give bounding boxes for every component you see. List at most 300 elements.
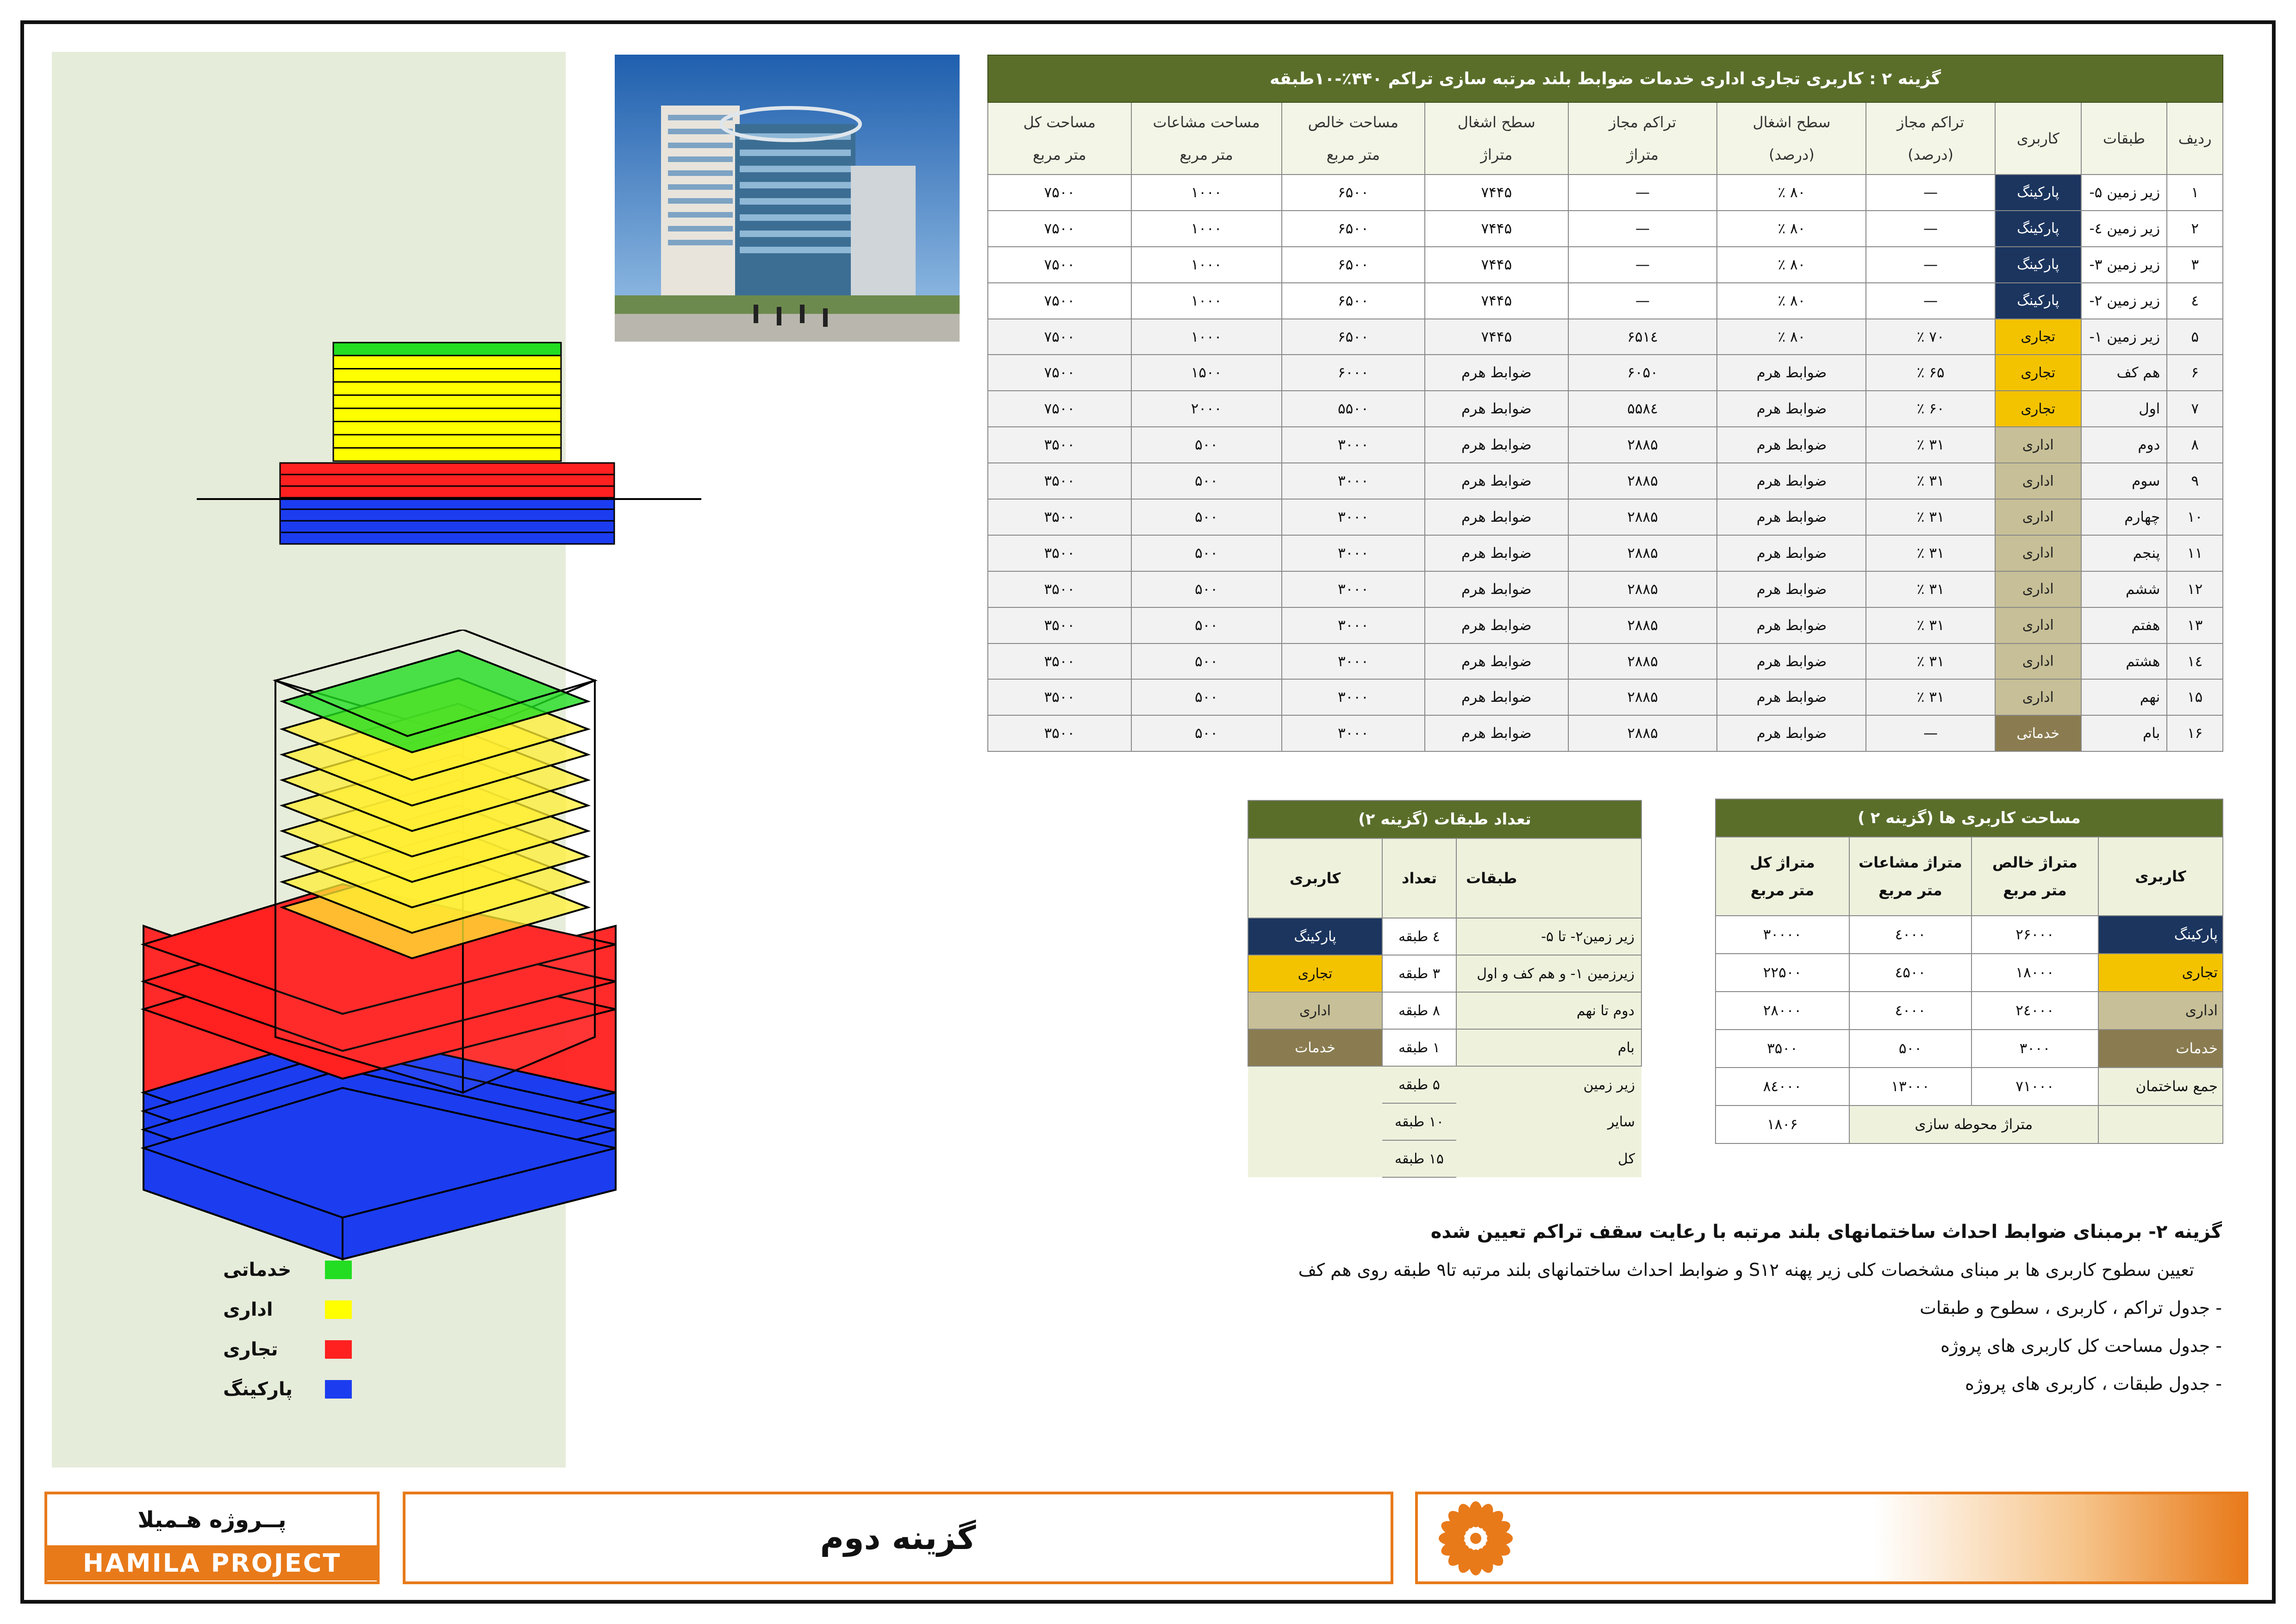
- table-cell: [1248, 1066, 1382, 1103]
- table-cell: اداری: [1995, 679, 2081, 715]
- table-cell: ۱۵۰۰: [1131, 355, 1282, 391]
- table-cell: ۳۵۰۰: [988, 571, 1131, 607]
- table-cell: خدمات: [2098, 1030, 2223, 1068]
- table-cell: ۳۱ ٪: [1866, 535, 1995, 571]
- table-cell: ۵: [2167, 319, 2223, 355]
- table-cell: ۱۵: [2167, 679, 2223, 715]
- table-cell: تجاری: [1995, 319, 2081, 355]
- header-line: متراژ مشاعات: [1859, 854, 1962, 871]
- table-cell: ۱۸۰۰۰: [1972, 954, 2098, 992]
- legend-swatch: [325, 1261, 352, 1279]
- table-row: [1248, 1029, 1641, 1066]
- table-cell: ۷۵۰۰: [988, 319, 1131, 355]
- table-cell: سایر: [1456, 1103, 1641, 1140]
- table-cell: ۷۴۴۵: [1425, 211, 1568, 247]
- table-cell: زیر زمین ۲-: [2081, 283, 2167, 319]
- table-cell: ۸۰ ٪: [1717, 247, 1866, 283]
- header-unit: متر مربع: [1878, 881, 1942, 899]
- table-cell: جمع ساختمان: [2098, 1068, 2223, 1106]
- table-cell: ۶۵۰۰: [1282, 211, 1425, 247]
- table-cell: ۳۵۰۰: [988, 427, 1131, 463]
- section-office-floor: [333, 435, 561, 448]
- table-cell: هشتم: [2081, 643, 2167, 680]
- table-cell: ضوابط هرم: [1425, 355, 1568, 391]
- table-cell: ۲۰۰۰: [1131, 391, 1282, 427]
- table-cell: پارکینگ: [2098, 916, 2223, 954]
- company-logo-box: [1415, 1492, 2248, 1584]
- description-bullet: - جدول طبقات ، کاربری های پروژه: [1965, 1374, 2222, 1394]
- table-cell: ۱۰: [2167, 499, 2223, 535]
- table-cell: ۲۸۸۵: [1568, 427, 1717, 463]
- table-row: [1248, 1103, 1641, 1140]
- table-cell: ۷۴۴۵: [1425, 175, 1568, 211]
- table-cell: پارکینگ: [1248, 918, 1382, 955]
- table-cell: ۷۵۰۰: [988, 355, 1131, 391]
- table-cell: ۵۰۰: [1131, 463, 1282, 499]
- table-cell: ۳۵۰۰: [988, 463, 1131, 499]
- table-row: [1716, 1106, 2223, 1143]
- table-cell: ۱۱: [2167, 535, 2223, 571]
- description-block: [1111, 1213, 2222, 1403]
- project-logo-box: [44, 1492, 380, 1584]
- table-cell: ۳۵۰۰: [988, 607, 1131, 643]
- table-cell: ۳۱ ٪: [1866, 679, 1995, 715]
- header-unit: متر مربع: [2003, 881, 2067, 899]
- table-cell: ۷۴۴۵: [1425, 319, 1568, 355]
- description-bullet: - جدول تراکم ، کاربری ، سطوح و طبقات: [1920, 1298, 2222, 1318]
- table-cell: هم کف: [2081, 355, 2167, 391]
- section-parking-floor: [280, 521, 614, 532]
- header-line: طبقات: [2103, 130, 2146, 147]
- legend-label: تجاری: [223, 1339, 278, 1360]
- table-cell: زیر زمین ۱-: [2081, 319, 2167, 355]
- table-cell: ضوابط هرم: [1425, 679, 1568, 715]
- table-cell: —: [1568, 211, 1717, 247]
- section-office-floor: [333, 408, 561, 422]
- header-line: متراژ کل: [1750, 854, 1815, 871]
- table-cell: ۱۰۰۰: [1131, 283, 1282, 319]
- table-cell: ۱۶: [2167, 715, 2223, 751]
- table-cell: تجاری: [2098, 954, 2223, 992]
- table-cell: ضوابط هرم: [1425, 427, 1568, 463]
- table-row: [1248, 1140, 1641, 1177]
- table-cell: ضوابط هرم: [1717, 643, 1866, 680]
- table-cell: ضوابط هرم: [1717, 355, 1866, 391]
- table-cell: ضوابط هرم: [1425, 715, 1568, 751]
- table-cell: ۷۵۰۰: [988, 391, 1131, 427]
- main-col-header: [1568, 102, 1717, 175]
- table-cell: ۵۰۰: [1131, 571, 1282, 607]
- table-cell: ۸۰ ٪: [1717, 175, 1866, 211]
- table-cell: ۳۵۰۰: [988, 535, 1131, 571]
- table-cell: دوم: [2081, 427, 2167, 463]
- table-row: [988, 427, 2223, 463]
- table-cell: ۳۰۰۰: [1972, 1030, 2098, 1068]
- table-cell: ۷: [2167, 391, 2223, 427]
- table-cell: ۳۰۰۰۰: [1716, 916, 1849, 954]
- table-cell: ۵۰۰: [1131, 643, 1282, 680]
- table-cell: ۵۵۰۰: [1282, 391, 1425, 427]
- table-cell: ۵۰۰: [1131, 535, 1282, 571]
- table-cell: ۱۳۰۰۰: [1849, 1068, 1972, 1106]
- table-cell: تجاری: [1995, 391, 2081, 427]
- table-cell: ضوابط هرم: [1425, 535, 1568, 571]
- table-cell: ۳۵۰۰: [988, 643, 1131, 680]
- header-line: مساحت مشاعات: [1153, 113, 1260, 131]
- table-cell: ۵۰۰: [1131, 679, 1282, 715]
- header-line: کاربری: [2016, 130, 2059, 147]
- main-col-header: [1866, 102, 1995, 175]
- table-cell: ۸٤۰۰۰: [1716, 1068, 1849, 1106]
- table-cell: زیر زمین: [1456, 1066, 1641, 1103]
- table-row: [1248, 918, 1641, 955]
- table-cell: ٤۵۰۰: [1849, 954, 1972, 992]
- table-cell: ضوابط هرم: [1717, 535, 1866, 571]
- table-cell: پارکینگ: [1995, 175, 2081, 211]
- table-cell: ۶۵۱٤: [1568, 319, 1717, 355]
- legend-swatch: [325, 1300, 352, 1319]
- table-cell: —: [1866, 283, 1995, 319]
- table-cell: کل: [1456, 1140, 1641, 1177]
- table-cell: ۹: [2167, 463, 2223, 499]
- floor-count-table: [1248, 800, 1642, 1178]
- table-row: [1716, 1030, 2223, 1068]
- table-cell: ضوابط هرم: [1425, 643, 1568, 680]
- header-line: مساحت خالص: [1308, 113, 1398, 131]
- table-cell: ۷۵۰۰: [988, 211, 1131, 247]
- main-col-header: [1995, 102, 2081, 175]
- table-row: [1248, 992, 1641, 1029]
- table-cell: بام: [1456, 1029, 1641, 1066]
- table-cell: ۷۴۴۵: [1425, 283, 1568, 319]
- header-line: سطح اشغال: [1753, 113, 1831, 131]
- table-cell: ۲۶۰۰۰: [1972, 916, 2098, 954]
- table-row: [988, 319, 2223, 355]
- table-cell: ۳۱ ٪: [1866, 571, 1995, 607]
- table-row: [988, 463, 2223, 499]
- table-cell: ۷۴۴۵: [1425, 247, 1568, 283]
- table-cell: ۲٤۰۰۰: [1972, 992, 2098, 1030]
- table-cell: ۳۰۰۰: [1282, 427, 1425, 463]
- table-cell: ۱ طبقه: [1382, 1029, 1456, 1066]
- table-cell: زیر زمین ۳-: [2081, 247, 2167, 283]
- table-cell: ۲۸۸۵: [1568, 463, 1717, 499]
- table-cell: زیر زمین ٤-: [2081, 211, 2167, 247]
- table-cell: —: [1866, 211, 1995, 247]
- table-cell: ضوابط هرم: [1425, 463, 1568, 499]
- header-unit: متر مربع: [1033, 146, 1086, 163]
- table-row: [1716, 992, 2223, 1030]
- table-cell: ۱۵ طبقه: [1382, 1140, 1456, 1177]
- table-cell: ۳۰۰۰: [1282, 535, 1425, 571]
- table-cell: ۷۰ ٪: [1866, 319, 1995, 355]
- table-cell: ضوابط هرم: [1425, 607, 1568, 643]
- table-cell: —: [1866, 715, 1995, 751]
- table-cell: اداری: [1995, 463, 2081, 499]
- table-cell: ۲۸۸۵: [1568, 571, 1717, 607]
- area-col-header: [2098, 837, 2223, 916]
- table-cell: ۳۵۰۰: [1716, 1030, 1849, 1068]
- table-cell: ۳۰۰۰: [1282, 607, 1425, 643]
- site-value: ۱۸۰۶: [1716, 1106, 1849, 1143]
- table-cell: ۱۳: [2167, 607, 2223, 643]
- table-row: [988, 499, 2223, 535]
- main-col-header: [1425, 102, 1568, 175]
- table-cell: ٤۰۰۰: [1849, 992, 1972, 1030]
- table-cell: ۲۸۸۵: [1568, 499, 1717, 535]
- table-row: [988, 175, 2223, 211]
- count-col-floors: طبقات: [1456, 838, 1641, 918]
- table-cell: ۵۰۰: [1131, 607, 1282, 643]
- table-cell: ۲۸۸۵: [1568, 643, 1717, 680]
- section-parking-floor: [280, 532, 614, 544]
- count-table-title: تعداد طبقات (گزینه ۲): [1248, 800, 1641, 838]
- site-label: متراژ محوطه سازی: [1849, 1106, 2098, 1143]
- table-cell: ۶۵۰۰: [1282, 247, 1425, 283]
- area-table-title: مساحت کاربری ها (گزینه ۲ ): [1716, 799, 2223, 837]
- table-cell: ۸۰ ٪: [1717, 211, 1866, 247]
- table-row: [988, 283, 2223, 319]
- table-cell: ۳۱ ٪: [1866, 607, 1995, 643]
- table-cell: ٤: [2167, 283, 2223, 319]
- legend-label: اداری: [223, 1299, 273, 1320]
- table-cell: ضوابط هرم: [1425, 571, 1568, 607]
- table-cell: [2098, 1106, 2223, 1143]
- table-cell: بام: [2081, 715, 2167, 751]
- header-line: متراژ خالص: [1992, 854, 2078, 871]
- area-col-header: [1849, 837, 1972, 916]
- legend-swatch: [325, 1340, 352, 1359]
- table-cell: ۳ طبقه: [1382, 955, 1456, 992]
- table-cell: ششم: [2081, 571, 2167, 607]
- table-cell: پارکینگ: [1995, 283, 2081, 319]
- table-cell: ۶۵۰۰: [1282, 283, 1425, 319]
- table-row: [1716, 1068, 2223, 1106]
- table-cell: ضوابط هرم: [1717, 715, 1866, 751]
- table-cell: ۷۵۰۰: [988, 247, 1131, 283]
- section-roof-floor: [333, 343, 561, 356]
- table-cell: نهم: [2081, 679, 2167, 715]
- table-cell: —: [1866, 247, 1995, 283]
- table-cell: تجاری: [1248, 955, 1382, 992]
- table-row: [988, 247, 2223, 283]
- legend: [204, 1250, 352, 1409]
- main-density-table: [987, 55, 2223, 752]
- main-col-header: [2167, 102, 2223, 175]
- table-cell: ضوابط هرم: [1717, 679, 1866, 715]
- table-cell: ۲۸۸۵: [1568, 679, 1717, 715]
- header-unit: متراژ: [1627, 146, 1659, 163]
- section-commercial-floor: [280, 463, 614, 475]
- table-row: [988, 643, 2223, 680]
- table-cell: اداری: [1995, 427, 2081, 463]
- legend-label: پارکینگ: [223, 1379, 293, 1400]
- table-cell: زیرزمین ۱- و هم کف و اول: [1456, 955, 1641, 992]
- table-cell: خدماتی: [1995, 715, 2081, 751]
- table-cell: دوم تا نهم: [1456, 992, 1641, 1029]
- main-table-title: گزینه ۲ : کاربری تجاری اداری خدمات ضوابط بلند مرتبه سازی تراکم ۴۴۰٪-۱۰طبقه: [988, 55, 2223, 102]
- table-cell: ۷۵۰۰: [988, 175, 1131, 211]
- table-cell: ۳۱ ٪: [1866, 643, 1995, 680]
- section-office-floor: [333, 448, 561, 462]
- table-cell: ۳۰۰۰: [1282, 463, 1425, 499]
- table-cell: ۵ طبقه: [1382, 1066, 1456, 1103]
- table-cell: ٤۰۰۰: [1849, 916, 1972, 954]
- table-cell: ۱: [2167, 175, 2223, 211]
- legend-item: [204, 1330, 352, 1369]
- table-cell: ۶: [2167, 355, 2223, 391]
- table-cell: ۱۰ طبقه: [1382, 1103, 1456, 1140]
- table-cell: ضوابط هرم: [1425, 499, 1568, 535]
- table-cell: ۲۸۸۵: [1568, 535, 1717, 571]
- building-photo: [615, 55, 960, 342]
- table-cell: ۳۰۰۰: [1282, 679, 1425, 715]
- table-cell: خدمات: [1248, 1029, 1382, 1066]
- table-cell: ۳۵۰۰: [988, 679, 1131, 715]
- section-office-floor: [333, 395, 561, 409]
- table-cell: پارکینگ: [1995, 211, 2081, 247]
- header-unit: (درصد): [1908, 146, 1953, 163]
- project-name-fa: پــروژه هـمیلا: [137, 1507, 287, 1533]
- main-col-header: [2081, 102, 2167, 175]
- legend-label: خدماتی: [223, 1259, 292, 1280]
- header-unit: متر مربع: [1179, 146, 1233, 163]
- table-cell: اول: [2081, 391, 2167, 427]
- table-cell: ۷۵۰۰: [988, 283, 1131, 319]
- project-name-en: HAMILA PROJECT: [47, 1545, 377, 1580]
- table-cell: ۱۲: [2167, 571, 2223, 607]
- table-row: [1248, 955, 1641, 992]
- table-cell: ۳: [2167, 247, 2223, 283]
- table-cell: سوم: [2081, 463, 2167, 499]
- section-office-floor: [333, 356, 561, 369]
- table-cell: ضوابط هرم: [1717, 463, 1866, 499]
- table-cell: ۷۱۰۰۰: [1972, 1068, 2098, 1106]
- description-line: تعیین سطوح کاربری ها بر مبنای مشخصات کلی زیر پهنه S۱۲ و ضوابط احداث ساختمانهای بلند مرتبه تا۹ طبقه روی هم کف: [1298, 1260, 2194, 1280]
- table-cell: زیر زمین۲- تا ۵-: [1456, 918, 1641, 955]
- table-cell: اداری: [1995, 571, 2081, 607]
- table-cell: —: [1866, 175, 1995, 211]
- table-cell: پنجم: [2081, 535, 2167, 571]
- table-row: [988, 715, 2223, 751]
- table-cell: ۱۰۰۰: [1131, 175, 1282, 211]
- table-cell: ۳۰۰۰: [1282, 643, 1425, 680]
- table-cell: [1248, 1103, 1382, 1140]
- legend-item: [204, 1290, 352, 1330]
- table-cell: ضوابط هرم: [1717, 391, 1866, 427]
- section-office-floor: [333, 382, 561, 395]
- table-cell: ۳۰۰۰: [1282, 715, 1425, 751]
- table-row: [988, 535, 2223, 571]
- table-cell: ۱۰۰۰: [1131, 319, 1282, 355]
- count-col-use: کاربری: [1248, 838, 1382, 918]
- table-row: [988, 355, 2223, 391]
- table-cell: اداری: [1995, 499, 2081, 535]
- table-cell: ۶۰ ٪: [1866, 391, 1995, 427]
- description-heading: گزینه ۲- برمبنای ضوابط احداث ساختمانهای بلند مرتبه با رعایت سقف تراکم تعیین شده: [1430, 1221, 2222, 1243]
- description-bullet: - جدول مساحت کل کاربری های پروژه: [1940, 1336, 2222, 1356]
- legend-item: [204, 1250, 352, 1290]
- table-row: [988, 211, 2223, 247]
- table-row: [1248, 1066, 1641, 1103]
- header-line: تراکم مجاز: [1609, 113, 1677, 131]
- table-cell: ضوابط هرم: [1717, 607, 1866, 643]
- table-cell: —: [1568, 283, 1717, 319]
- header-unit: متر مربع: [1750, 881, 1815, 899]
- table-cell: ۱٤: [2167, 643, 2223, 680]
- table-cell: [1248, 1140, 1382, 1177]
- table-cell: ٤ طبقه: [1382, 918, 1456, 955]
- table-cell: ضوابط هرم: [1717, 571, 1866, 607]
- header-line: ردیف: [2178, 130, 2212, 147]
- main-col-header: [988, 102, 1131, 175]
- table-cell: ۶۵۰۰: [1282, 175, 1425, 211]
- sheet-title: گزینه دوم: [820, 1519, 976, 1557]
- table-cell: ۵۰۰: [1131, 715, 1282, 751]
- section-diagram: [185, 338, 718, 565]
- use-area-table: [1715, 799, 2223, 1144]
- table-cell: ۳۱ ٪: [1866, 499, 1995, 535]
- table-cell: ۸۰ ٪: [1717, 319, 1866, 355]
- table-cell: اداری: [1248, 992, 1382, 1029]
- flower-logo-icon: [1436, 1499, 1515, 1578]
- table-cell: ۳۱ ٪: [1866, 427, 1995, 463]
- section-parking-floor: [280, 509, 614, 521]
- header-line: کاربری: [2135, 868, 2186, 885]
- table-cell: ۱۰۰۰: [1131, 247, 1282, 283]
- table-cell: ۳۵۰۰: [988, 715, 1131, 751]
- table-cell: ۵۰۰: [1849, 1030, 1972, 1068]
- table-cell: ۵۰۰: [1131, 499, 1282, 535]
- table-row: [1716, 954, 2223, 992]
- main-col-header: [1717, 102, 1866, 175]
- table-cell: ضوابط هرم: [1717, 427, 1866, 463]
- table-cell: ۲۲۵۰۰: [1716, 954, 1849, 992]
- area-col-header: [1972, 837, 2098, 916]
- section-commercial-floor: [280, 486, 614, 498]
- table-cell: ۸۰ ٪: [1717, 283, 1866, 319]
- table-row: [988, 571, 2223, 607]
- table-cell: ۳۰۰۰: [1282, 499, 1425, 535]
- table-cell: ۶۵ ٪: [1866, 355, 1995, 391]
- legend-swatch: [325, 1380, 352, 1399]
- table-cell: ضوابط هرم: [1717, 499, 1866, 535]
- table-cell: ضوابط هرم: [1425, 391, 1568, 427]
- table-cell: ۵۰۰: [1131, 427, 1282, 463]
- header-unit: متر مربع: [1326, 146, 1380, 163]
- table-cell: زیر زمین ۵-: [2081, 175, 2167, 211]
- legend-item: [204, 1369, 352, 1409]
- table-cell: ۸: [2167, 427, 2223, 463]
- header-line: مساحت کل: [1023, 113, 1096, 131]
- table-cell: ۳۰۰۰: [1282, 571, 1425, 607]
- table-cell: ۲۸۰۰۰: [1716, 992, 1849, 1030]
- table-cell: ۲۸۸۵: [1568, 715, 1717, 751]
- table-cell: هفتم: [2081, 607, 2167, 643]
- section-commercial-floor: [280, 475, 614, 486]
- table-cell: ۶۰۵۰: [1568, 355, 1717, 391]
- table-cell: ۱۰۰۰: [1131, 211, 1282, 247]
- table-cell: اداری: [2098, 992, 2223, 1030]
- table-cell: ۳۱ ٪: [1866, 463, 1995, 499]
- table-cell: —: [1568, 175, 1717, 211]
- table-cell: اداری: [1995, 607, 2081, 643]
- table-row: [1716, 916, 2223, 954]
- main-col-header: [1282, 102, 1425, 175]
- table-cell: ۶۰۰۰: [1282, 355, 1425, 391]
- sheet-title-box: [403, 1492, 1393, 1584]
- table-cell: ۲۸۸۵: [1568, 607, 1717, 643]
